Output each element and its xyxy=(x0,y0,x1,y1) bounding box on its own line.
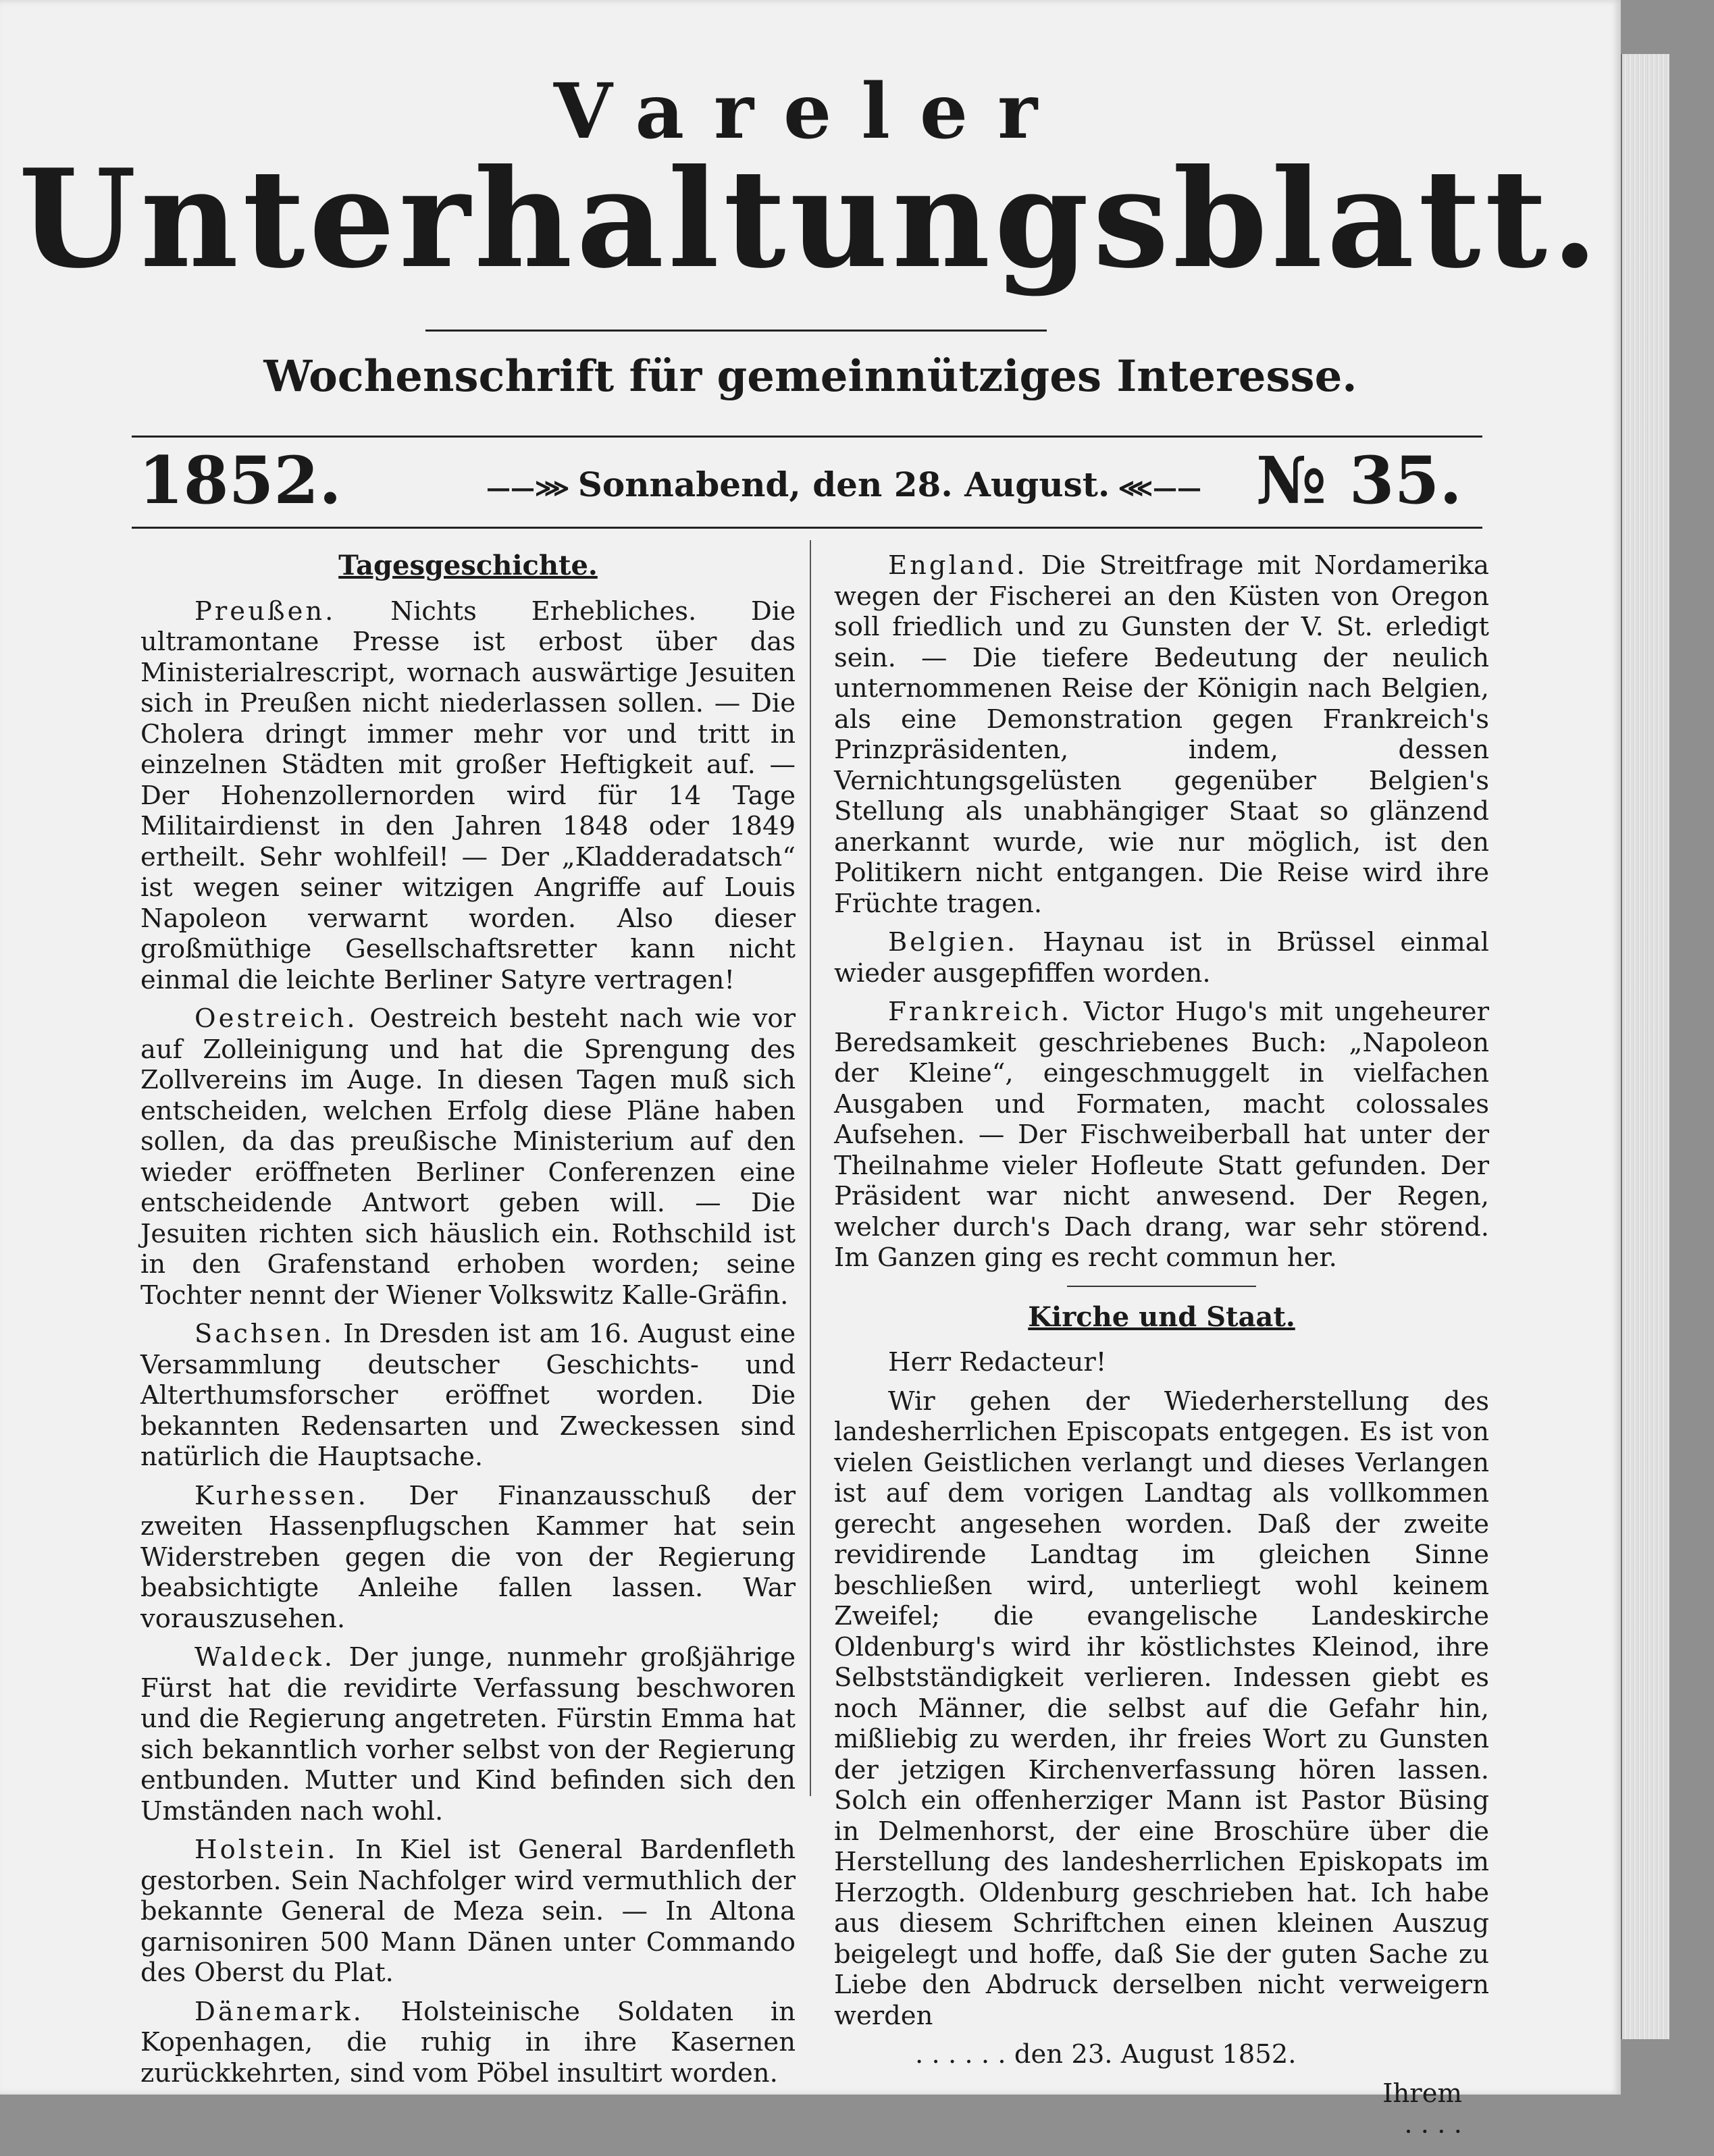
issue-year: 1852. xyxy=(138,442,342,519)
masthead-town: Vareler xyxy=(553,68,1068,156)
issue-rule-bottom xyxy=(132,527,1482,529)
news-text: Oestreich besteht nach wie vor auf Zolleinigung und hat die Sprengung des Zollvereins im Auge. In diesen Tagen muß sich entscheiden, welchen Erfolg diese Pläne haben sollen, da das preußische Ministerium auf den wieder eröffneten Berliner Conferenzen eine entscheidende Antwort geben will. — Die Jesuiten richten sich häuslich ein. Rothschild ist in den Grafenstand erhoben worden; seine Tochter nennt der Wiener Volkswitz Kalle-Gräfin. xyxy=(140,1003,796,1311)
news-text: Der Finanzausschuß der zweiten Hassenpflugschen Kammer hat sein Widerstreben gegen die von der Regierung beabsichtigte Anleihe fallen lassen. War vorauszusehen. xyxy=(140,1480,796,1634)
news-item xyxy=(140,1835,796,1989)
issue-rule-top xyxy=(132,436,1482,438)
issue-date-text: Sonnabend, den 28. August. xyxy=(577,465,1110,504)
news-text: Victor Hugo's mit ungeheurer Beredsamkeit geschriebenes Buch: „Napoleon der Kleine“, eingeschmuggelt in vielfachen Ausgaben und Formaten, macht colossales Aufsehen. — Der Fischweiberball hat unter der Theilnahme vieler Hofleute Statt gefunden. Der Präsident war nicht anwesend. Der Regen, welcher durch's Dach drang, war sehr störend. Im Ganzen ging es recht commun her. xyxy=(834,997,1489,1273)
news-region: Oestreich. xyxy=(194,1003,358,1034)
ornament-right: ⋘—— xyxy=(1110,474,1201,502)
book-page-edges xyxy=(1621,54,1669,2039)
section-divider xyxy=(1067,1286,1256,1287)
news-region: Sachsen. xyxy=(194,1319,335,1349)
news-region: Waldeck. xyxy=(194,1642,336,1673)
news-item xyxy=(140,1642,796,1826)
news-text: Haynau ist in Brüssel einmal wieder ausgepfiffen worden. xyxy=(834,927,1489,989)
issue-number: № 35. xyxy=(1256,442,1462,519)
news-region: Dänemark. xyxy=(194,1996,364,2027)
masthead-divider xyxy=(425,330,1047,332)
news-text: Die Streitfrage mit Nordamerika wegen der Fischerei an den Küsten von Oregon soll friedlich und zu Gunsten der V. St. erledigt sein. — Die tiefere Bedeutung der neulich unternommenen Reise der Königin nach Belgien, als eine Demonstration gegen Frankreich's Prinzpräsidenten, indem, dessen Vernichtungsgelüsten gegenüber Belgien's Stellung als unabhängiger Staat so glänzend anerkannt wurde, wie nur möglich, ist den Politikern nicht entgangen. Die Reise wird ihre Früchte tragen. xyxy=(834,550,1489,919)
ornament-left: ——⋙ xyxy=(486,474,578,502)
news-item xyxy=(834,550,1489,919)
news-text: Der junge, nunmehr großjährige Fürst hat die revidirte Verfassung beschworen und die Regierung angetreten. Fürstin Emma hat sich bekanntlich vorher selbst von der Regierung entbunden. Mutter und Kind befinden sich den Umständen nach wohl. xyxy=(140,1642,796,1826)
masthead-subtitle: Wochenschrift für gemeinnütziges Interesse. xyxy=(263,351,1357,402)
news-region: Preußen. xyxy=(194,596,336,627)
column-divider xyxy=(810,540,811,1796)
news-text: Nichts Erhebliches. Die ultramontane Presse ist erbost über das Ministerialrescript, wornach auswärtige Jesuiten sich in Preußen nicht niederlassen sollen. — Die Cholera dringt immer mehr vor und tritt in einzelnen Städten mit großer Heftigkeit auf. — Der Hohenzollernorden wird für 14 Tage Militairdienst in den Jahren 1848 oder 1849 ertheilt. Sehr wohlfeil! — Der „Kladderadatsch“ ist wegen seiner witzigen Angriffe auf Louis Napoleon verwarnt worden. Also dieser großmüthige Gesellschaftsretter kann nicht einmal die leichte Berliner Satyre vertragen! xyxy=(140,596,796,995)
news-region: Kurhessen. xyxy=(194,1480,369,1511)
news-item xyxy=(140,1997,796,2089)
section-heading-kirche-und-staat: Kirche und Staat. xyxy=(1028,1300,1295,1333)
news-text: Holsteinische Soldaten in Kopenhagen, die ruhig in ihre Kasernen zurückkehrten, sind vom Pöbel insultirt worden. xyxy=(140,1996,796,2088)
letter-closing: Ihrem xyxy=(1382,2078,1462,2109)
news-item xyxy=(140,1003,796,1311)
right-column xyxy=(834,550,1489,2156)
news-text: In Dresden ist am 16. August eine Versammlung deutscher Geschichts- und Alterthumsforscher eröffnet worden. Die bekannten Redensarten und Zweckessen sind natürlich die Hauptsache. xyxy=(140,1319,796,1472)
news-item xyxy=(140,1319,796,1473)
letter-signature-dots: · · · · xyxy=(1404,2117,1462,2147)
letter-salutation: Herr Redacteur! xyxy=(888,1347,1107,1377)
section-heading-tagesgeschichte: Tagesgeschichte. xyxy=(338,550,598,581)
news-text: In Kiel ist General Bardenfleth gestorben. Sein Nachfolger wird vermuthlich der bekannte General de Meza sein. — In Altona garnisoniren 500 Mann Dänen unter Commando des Oberst du Plat. xyxy=(140,1835,796,1988)
news-region: England. xyxy=(888,550,1028,581)
issue-date xyxy=(486,465,1201,504)
letter-body: Wir gehen der Wiederherstellung des landesherrlichen Episcopats entgegen. Es ist von vielen Geistlichen verlangt und dieses Verlangen ist auf dem vorigen Landtag als vollkommen gerecht angesehen worden. Daß der zweite revidirende Landtag im gleichen Sinne beschließen wird, unterliegt wohl keinem Zweifel; die evangelische Landeskirche Oldenburg's wird ihr köstlichstes Kleinod, ihre Selbstständigkeit verlieren. Indessen giebt es noch Männer, die selbst auf die Gefahr hin, mißliebig zu werden, ihr freies Wort zu Gunsten der jetzigen Kirchenverfassung hören lassen. Solch ein offenherziger Mann ist Pastor Büsing in Delmenhorst, der eine Broschüre über die Herstellung des landesherrlichen Episkopats im Herzogth. Oldenburg geschrieben hat. Ich habe aus diesem Schriftchen einen kleinen Auszug beigelegt und hoffe, daß Sie der guten Sache zu Liebe den Abdruck derselben nicht verweigern werden xyxy=(834,1386,1489,2031)
masthead-title: Unterhaltungsblatt. xyxy=(18,140,1603,298)
news-region: Holstein. xyxy=(194,1835,338,1865)
news-item xyxy=(140,596,796,996)
letter-date: . . . . . . den 23. August 1852. xyxy=(915,2039,1297,2070)
news-item xyxy=(834,997,1489,1273)
news-item xyxy=(140,1481,796,1635)
news-item xyxy=(834,927,1489,989)
news-region: Belgien. xyxy=(888,927,1018,957)
news-region: Frankreich. xyxy=(888,997,1072,1027)
left-column xyxy=(140,550,796,2097)
